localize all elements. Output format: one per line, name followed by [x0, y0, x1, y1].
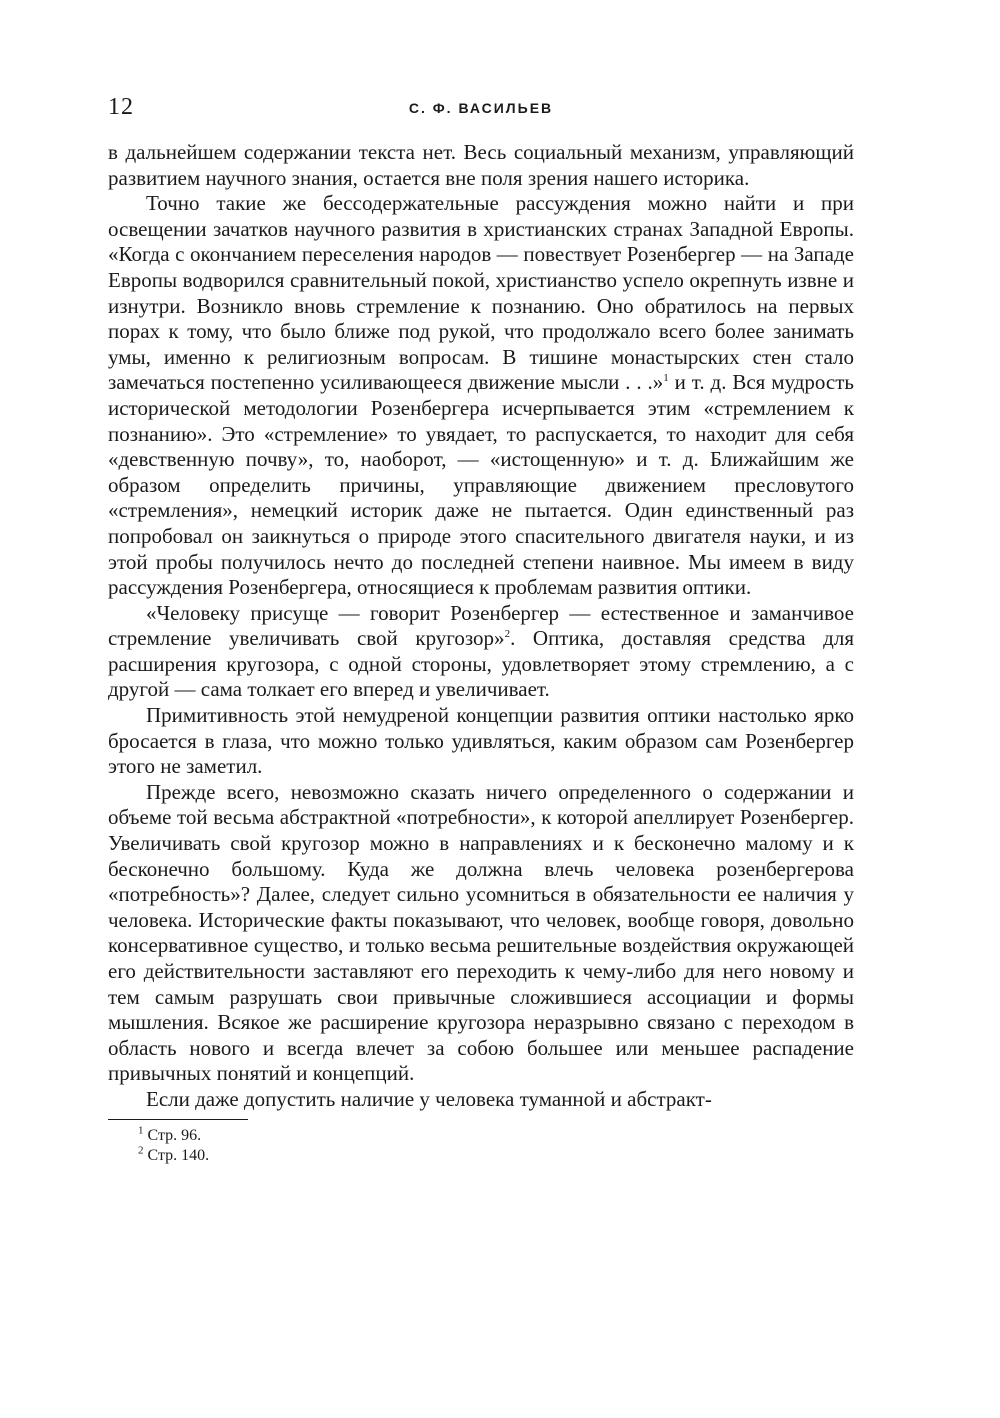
- paragraph-continuation: [108, 140, 854, 191]
- running-head-author: С. Ф. ВАСИЛЬЕВ: [408, 100, 554, 116]
- book-page: [108, 88, 854, 1166]
- paragraph: [108, 601, 854, 703]
- paragraph-text-tail: и т. д. Вся мудрость исторической методологии Розенбергера исчерпывается этим «стремлением к познанию». Это «стремление» то увядает, то распускается, то находит для себя «девственную почву», то, наоборот, — «истощенную» и т. д. Ближайшим же образом определить причины, управляющие движением пресловутого «стремления», немецкий историк даже не пытается. Один единственный раз попробовал он заикнуться о природе этого спасительного двигателя науки, и из этой пробы получилось нечто до последней степени наивное. Мы имеем в виду рассуждения Розенбергера, относящиеся к проблемам развития оптики.: [108, 370, 854, 600]
- footnote-mark: 2: [138, 1144, 144, 1157]
- footnote-ref: 2: [504, 628, 511, 641]
- paragraph-text: Примитивность этой немудреной концепции развития оптики настолько ярко бросается в глаза, что можно только удивляться, каким образом сам Розенбергер этого не заметил.: [108, 703, 854, 779]
- paragraph: [108, 780, 854, 1087]
- paragraph-text: в дальнейшем содержании текста нет. Весь социальный механизм, управляющий развитием научного знания, остается вне поля зрения нашего историка.: [108, 140, 854, 190]
- footnote: [138, 1146, 854, 1166]
- page-number: 12: [108, 94, 134, 120]
- footnote-divider: [108, 1119, 248, 1120]
- page-header: [108, 88, 854, 128]
- paragraph-text: Точно такие же бессодержательные рассуждения можно найти и при освещении зачатков научного развития в христианских странах Западной Европы. «Когда с окончанием переселения народов — повествует Розенбергер — на Западе Европы водворился сравнительный покой, христианство успело окрепнуть извне и изнутри. Возникло вновь стремление к познанию. Оно обратилось на первых порах к тому, что было ближе под рукой, что продолжало всего более занимать умы, именно к религиозным вопросам. В тишине монастырских стен стало замечаться постепенно усиливающееся движение мысли . . .»: [108, 191, 854, 395]
- paragraph-text: «Человеку присуще — говорит Розенбергер — естественное и заманчивое стремление увеличивать свой кругозор»: [108, 600, 854, 651]
- footnote-ref: 1: [663, 372, 669, 385]
- paragraph-text-tail: . Оптика, доставляя средства для расширения кругозора, с одной стороны, удовлетворяет этому стремлению, а с другой — сама толкает его вперед и увеличивает.: [108, 626, 854, 702]
- footnote-mark: 1: [138, 1124, 144, 1137]
- paragraph-text: Если даже допустить наличие у человека туманной и абстракт-: [146, 1086, 712, 1111]
- paragraph-last-line: [108, 1087, 854, 1113]
- body-text: [108, 140, 854, 1113]
- paragraph-text: Прежде всего, невозможно сказать ничего определенного о содержании и объеме той весьма абстрактной «потребности», к которой апеллирует Розенбергер. Увеличивать свой кругозор можно в направлениях и к бесконечно малому и к бесконечно большому. Куда же должна влечь человека розенбергерова «потребность»? Далее, следует сильно усомниться в обязательности ее наличия у человека. Исторические факты показывают, что человек, вообще говоря, довольно консервативное существо, и только весьма решительные воздействия окружающей его действительности заставляют его переходить к чему-либо для него новому и тем самым разрушать свои привычные сложившиеся ассоциации и формы мышления. Всякое же расширение кругозора неразрывно связано с переходом в область нового и всегда влечет за собою большее или меньшее распадение привычных понятий и концепций.: [108, 779, 854, 1086]
- paragraph: [108, 191, 854, 601]
- footnote-text: Стр. 96.: [147, 1126, 202, 1144]
- footnote: [138, 1126, 854, 1146]
- paragraph: [108, 703, 854, 780]
- footnotes: [108, 1126, 854, 1166]
- footnote-text: Стр. 140.: [147, 1146, 210, 1164]
